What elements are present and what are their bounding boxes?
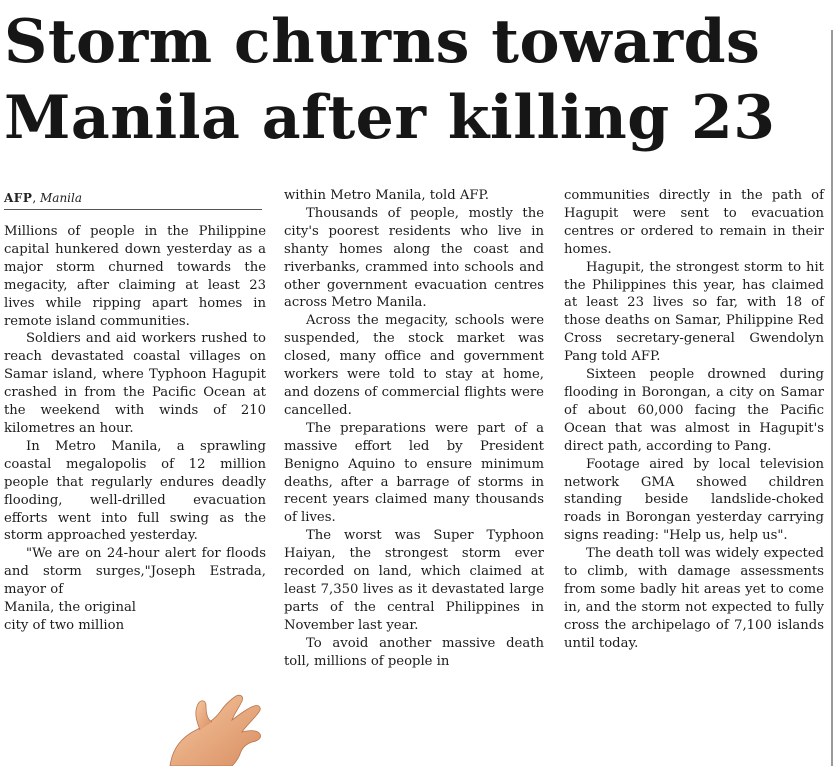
hand-photo-icon bbox=[160, 690, 265, 766]
paragraph: communities directly in the path of Hagupit were sent to evacuation centres or ordered to remain in their homes. bbox=[564, 188, 824, 257]
paragraph: The preparations were part of a massive effort led by President Benigno Aquino to ensure minimum deaths, after a barrage of storms in recent years claimed many thousands of lives. bbox=[284, 420, 544, 526]
headline-line-2: Manila after killing 23 bbox=[4, 83, 776, 153]
article-column-1 bbox=[4, 223, 266, 635]
byline-agency: AFP bbox=[4, 191, 33, 205]
paragraph: To avoid another massive death toll, millions of people in bbox=[284, 635, 544, 669]
paragraph: Hagupit, the strongest storm to hit the Philippines this year, has claimed at least 23 lives so far, with 18 of those deaths on Samar, Philippine Red Cross secretary-general Gwendolyn Pang told AFP. bbox=[564, 259, 824, 365]
paragraph-continuation bbox=[4, 599, 266, 635]
paragraph: within Metro Manila, told AFP. bbox=[284, 188, 489, 203]
paragraph: Sixteen people drowned during flooding in Borongan, a city on Samar of about 60,000 facing the Pacific Ocean that was almost in Hagupit's direct path, according to Pang. bbox=[564, 367, 824, 454]
paragraph: Millions of people in the Philippine capital hunkered down yesterday as a major storm churned towards the megacity, after claiming at least 23 lives while ripping apart homes in remote island communities. bbox=[4, 224, 266, 329]
paragraph: Soldiers and aid workers rushed to reach devastated coastal villages on Samar island, where Typhoon Hagupit crashed in from the Pacific Ocean at the weekend with winds of 210 kilometres an hour. bbox=[4, 331, 266, 436]
byline bbox=[4, 190, 262, 210]
paragraph: Footage aired by local television network GMA showed children standing beside landslide-choked roads in Borongan yesterday carrying signs reading: "Help us, help us". bbox=[564, 456, 824, 544]
byline-place: Manila bbox=[40, 191, 83, 205]
paragraph: The death toll was widely expected to climb, with damage assessments from some badly hit areas yet to come in, and the storm not expected to fully cross the archipelago of 7,100 islands until today. bbox=[564, 546, 824, 651]
headline bbox=[4, 4, 824, 156]
paragraph: Thousands of people, mostly the city's poorest residents who live in shanty homes along the coast and riverbanks, crammed into schools and other government evacuation centres across Metro Manila. bbox=[284, 205, 544, 311]
article-column-2 bbox=[284, 187, 544, 670]
text-wrap-line: city of two million bbox=[4, 617, 125, 633]
paragraph: "We are on 24-hour alert for floods and storm surges,"Joseph Estrada, mayor of bbox=[4, 546, 266, 598]
paragraph: In Metro Manila, a sprawling coastal megalopolis of 12 million people that regularly endures deadly flooding, well-drilled evacuation efforts went into full swing as the storm approached yesterday. bbox=[4, 438, 266, 544]
paragraph: The worst was Super Typhoon Haiyan, the strongest storm ever recorded on land, which claimed at least 7,350 lives as it devastated large parts of the central Philippines in November last year. bbox=[284, 528, 544, 633]
text-wrap-line: Manila, the original bbox=[4, 600, 137, 616]
column-divider-rule bbox=[831, 30, 833, 766]
headline-line-1: Storm churns towards bbox=[4, 7, 761, 77]
byline-separator: , bbox=[32, 191, 37, 205]
paragraph: Across the megacity, schools were suspended, the stock market was closed, many office and government workers were told to stay at home, and dozens of commercial flights were cancelled. bbox=[284, 313, 544, 418]
article-column-3 bbox=[564, 187, 824, 653]
